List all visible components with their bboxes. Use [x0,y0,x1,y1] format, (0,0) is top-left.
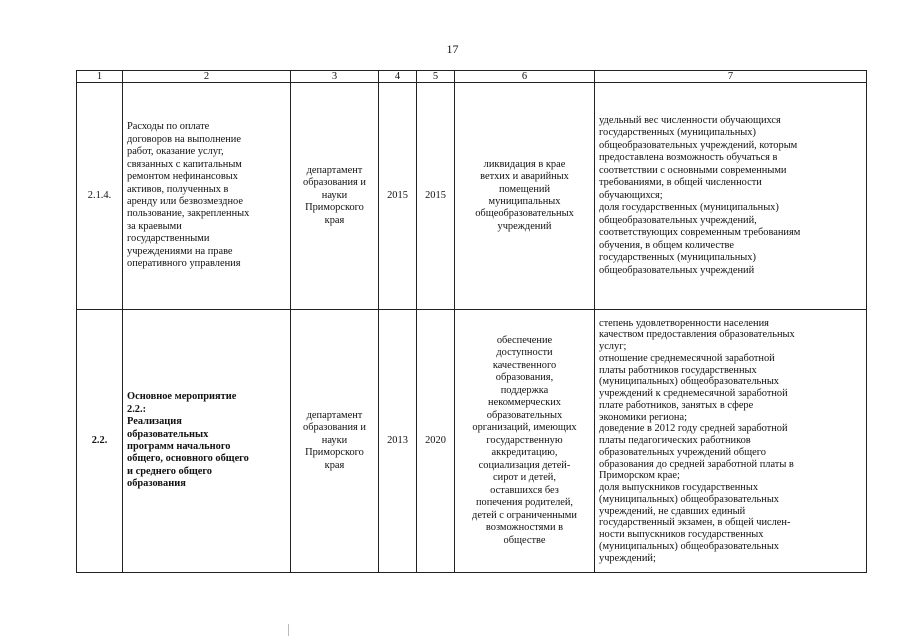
row-number: 2.2. [77,310,123,573]
executor-cell: департамент образования и науки Приморского края [291,83,379,310]
measure-name: Расходы по оплате договоров на выполнение работ, оказание услуг, связанных с капитальным ремонтом нефинансовых активов, полученных в аренду или безвозмездное пользование, закрепленных за краевыми государственными учреждениями на праве оперативного управления [123,83,291,310]
end-year: 2015 [417,83,455,310]
column-header-1: 1 [77,71,123,83]
expected-result: ликвидация в крае ветхих и аварийных помещений муниципальных общеобразовательных учреждений [455,83,595,310]
header-row [77,71,867,83]
column-header-7: 7 [595,71,867,83]
table-row [77,310,867,573]
column-header-2: 2 [123,71,291,83]
column-header-3: 3 [291,71,379,83]
measures-table [76,70,867,573]
indicators-cell: удельный вес численности обучающихся государственных (муниципальных) общеобразовательных учреждений, которым предоставлена возможность обучаться в соответствии с основными современными требованиями, в общей численности обучающихся; доля государственных (муниципальных) общеобразовательных учреждений, соответствующих современным требованиям обучения, в общем количестве государственных (муниципальных) общеобразовательных учреждений [595,83,867,310]
scan-mark [288,624,289,636]
table-row [77,83,867,310]
measure-name: Основное мероприятие 2.2.: Реализация образовательных программ начального общего, основного общего и среднего общего образования [123,310,291,573]
indicators-cell: степень удовлетворенности населения качеством предоставления образовательных услуг; отношение среднемесячной заработной платы работников государственных (муниципальных) общеобразовательных учреждений к среднемесячной заработной плате работников, занятых в сфере экономики региона; доведение в 2012 году средней заработной платы педагогических работников образовательных учреждений общего образования до средней заработной платы в Приморском крае; доля выпускников государственных (муниципальных) общеобразовательных учреждений, не сдавших единый государственный экзамен, в общей числен- ности выпускников государственных (муниципальных) общеобразовательных учреждений; [595,310,867,573]
row-number: 2.1.4. [77,83,123,310]
end-year: 2020 [417,310,455,573]
start-year: 2015 [379,83,417,310]
column-header-6: 6 [455,71,595,83]
column-header-5: 5 [417,71,455,83]
expected-result: обеспечение доступности качественного образования, поддержка некоммерческих образовательных организаций, имеющих государственную аккредитацию, социализация детей- сирот и детей, оставшихся без попечения родителей, детей с ограниченными возможностями в обществе [455,310,595,573]
executor-cell: департамент образования и науки Приморского края [291,310,379,573]
start-year: 2013 [379,310,417,573]
page-number: 17 [446,42,459,56]
column-header-4: 4 [379,71,417,83]
